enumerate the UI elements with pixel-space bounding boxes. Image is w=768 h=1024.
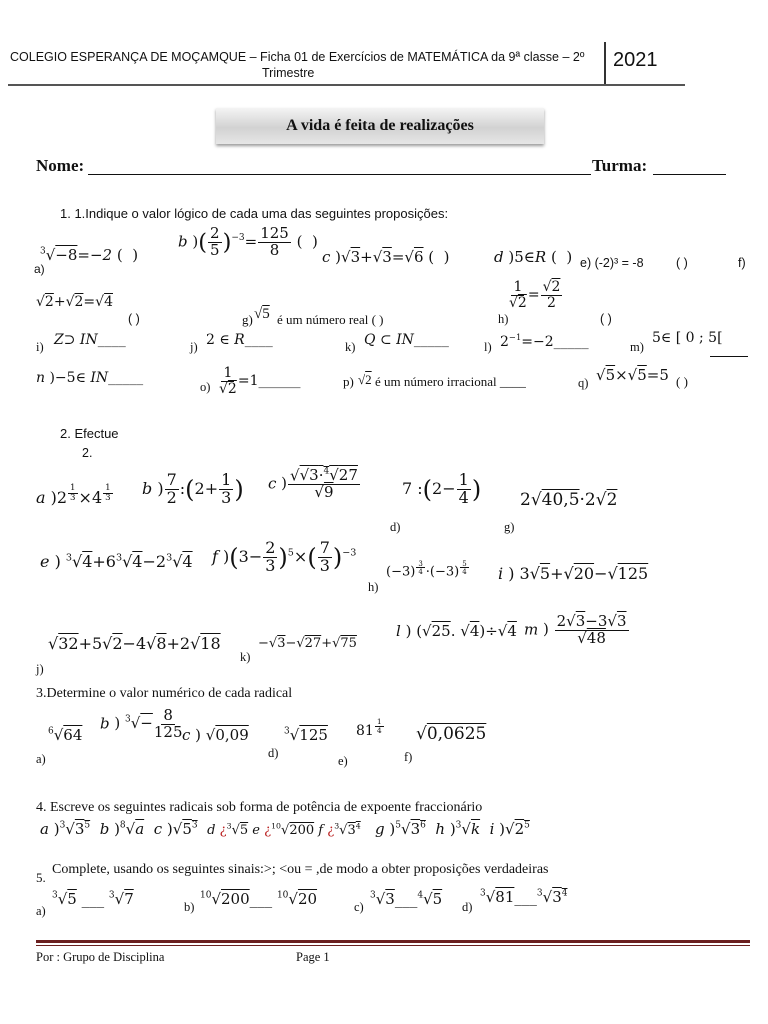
q3-a-label: a) (36, 752, 46, 766)
name-field[interactable] (88, 174, 591, 175)
q1-i-expr: Z⊃ IN____ (54, 332, 126, 348)
q5-title: Complete, usando os seguintes sinais:>; <ou = ,de modo a obter proposições verdadeiras (52, 862, 549, 877)
header-divider (604, 42, 606, 86)
class-label: Turma: (592, 156, 648, 175)
q3-e-label: e) (338, 754, 348, 768)
q2-g-expr: 2√40,5·2√2 (520, 490, 618, 510)
motto-banner (216, 108, 544, 144)
q4-items: a )$^3√3^5$ b )$^8$√a c )$√5^3$ d ¿$^3$√5 e ¿$^{10}$√200 f ¿$^3√3^4$ g )$^5√3^6$ h )$^3$√k i )$√2^5$ (40, 820, 530, 838)
q3-d-label: d) (268, 746, 279, 760)
q1-m-expr: 5∈ [ 0 ; 5[ (652, 330, 723, 346)
q5-b-expr: $^{10}$√200___ $^{10}$√20 (200, 890, 318, 908)
q1-b-expr: b )( $\frac{2}{5}$ )$^{-3}$= $\frac{125}{8}$ ( ) (178, 224, 318, 259)
q1-j-expr: 2 ∈ R____ (206, 332, 273, 348)
q1-q-label: q) (578, 376, 589, 390)
class-field[interactable] (653, 174, 726, 175)
q5-number: 5. (36, 870, 46, 885)
q3-a-expr: $^6$√64 (48, 726, 83, 744)
q1-f-paren: ( ) (128, 312, 140, 326)
q5-c-label: c) (354, 900, 364, 914)
q1-c-expr: c )√3+√3=√6 ( ) (322, 248, 450, 266)
q1-j-label: j) (190, 340, 198, 354)
q1-k-label: k) (345, 340, 356, 354)
q5-a-expr: $^3$√5 ___ $^3$√7 (52, 890, 134, 908)
q3-d-expr: $^3$√125 (284, 726, 328, 744)
q2-k-label: k) (240, 650, 251, 664)
q5-d-label: d) (462, 900, 473, 914)
q1-g-text: é um número real ( ) (277, 312, 384, 327)
q2-d-label: d) (390, 520, 401, 534)
q1-f-expr: √2+√2=√4 (36, 294, 113, 310)
motto-text: A vida é feita de realizações (286, 117, 474, 134)
q3-title: 3.Determine o valor numérico de cada radical (36, 686, 293, 701)
q2-l-expr: l ) (√25. √4)÷√4 (396, 622, 517, 640)
q5-b-label: b) (184, 900, 195, 914)
q1-m-blank[interactable] (710, 356, 748, 357)
q3-f-expr: √0,0625 (416, 724, 487, 744)
q2-k-expr: −√3−√27+√75 (258, 636, 357, 651)
q2-b-expr: b ) $\frac{7}{2}$ :(2+ $\frac{1}{3}$ ) (142, 470, 244, 507)
q2-f-expr: f )(3− $\frac{2}{3}$ )$^5$×( $\frac{7}{3}$ )$^{-3}$ (212, 538, 357, 575)
q2-a-expr: a )2 $^{\frac{1}{3}}$ ×4 $^{\frac{1}{3}}$ (36, 483, 111, 507)
q5-d-expr: $^3√81\_\_\_^3√3^4$ (480, 888, 568, 906)
q1-e-expr: e) (-2)³ = -8 (580, 256, 644, 270)
q1-p-text: é um número irracional ____ (375, 374, 526, 389)
q1-p-label: p) (343, 374, 354, 389)
q1-o-expr: $\frac{1}{√2}$ =1______ (219, 365, 301, 397)
school-title-line1: COLEGIO ESPERANÇA DE MOÇAMQUE – Ficha 01 de Exercícios de MATEMÁTICA da 9ª classe – 2º (10, 50, 585, 64)
q1-g-root: √5 (254, 306, 270, 322)
q1-o-label: o) (200, 380, 211, 394)
q1-a-label: a) (34, 262, 45, 276)
q5-c-expr: $^3$√3___$^4$√5 (370, 890, 443, 908)
q2-j-label: j) (36, 662, 44, 676)
footer-author: Por : Grupo de Disciplina (36, 950, 165, 964)
q2-i-expr: i ) 3√5+√20−√125 (498, 564, 649, 583)
q5-a-label: a) (36, 904, 46, 918)
q2-title: 2. Efectue (60, 426, 119, 441)
q2-d-expr: 7 :(2− $\frac{1}{4}$ ) (402, 470, 482, 507)
q1-e-paren: ( ) (676, 256, 688, 270)
q2-j-expr: √32+5√2−4√8+2√18 (48, 634, 221, 653)
q1-h-paren: ( ) (600, 312, 612, 326)
q2-e-expr: e ) $^3√4+6^3√4-2^3√4$ (40, 552, 193, 571)
q4-title: 4. Escreve os seguintes radicais sob forma de potência de expoente fraccionário (36, 800, 483, 815)
school-title-line2: Trimestre (262, 66, 315, 80)
q1-n-expr: n )−5∈ IN_____ (36, 370, 144, 386)
q2-m-expr: m ) $\frac{2√3-3√3}{√48}$ (524, 612, 627, 647)
q2-h-expr: (−3) $^{\frac{3}{4}}$ ·(−3) $^{\frac{5}{4}}$ (386, 559, 467, 580)
q1-i-label: i) (36, 340, 44, 354)
q3-c-expr: c ) √0,09 (182, 726, 249, 744)
q1-g-label: g) (242, 312, 253, 327)
q1-q-paren: ( ) (676, 374, 688, 389)
q1-m-label: m) (630, 340, 644, 354)
q2-subtitle: 2. (82, 446, 93, 460)
q2-g-label: g) (504, 520, 515, 534)
q3-b-expr: b ) $^3$√− $\frac{8}{125}$ (100, 706, 183, 741)
q3-f-label: f) (404, 750, 413, 764)
q1-q-expr: √5×√5=5 (596, 366, 669, 384)
q1-l-label: l) (484, 340, 492, 354)
header-rule (8, 84, 685, 86)
year-label: 2021 (613, 49, 658, 71)
q1-k-expr: Q ⊂ IN_____ (364, 332, 449, 348)
q1-h-expr: $\frac{1}{√2}$ = $\frac{√2}{2}$ (509, 279, 561, 311)
footer-page: Page 1 (296, 950, 330, 964)
q2-c-expr: c ) $\frac{√√3\cdot^4√27}{√9}$ (268, 466, 358, 502)
q1-d-expr: d )5∈R ( ) (494, 248, 573, 266)
q1-l-expr: $2^{-1}=-2\_\_\_\_\_$ (500, 332, 589, 350)
q1-f-label: f) (738, 256, 746, 270)
name-label: Nome: (36, 156, 85, 175)
q1-a-expr: $^3$√−8=−2 ( ) (40, 246, 139, 264)
footer-rule-thin (36, 945, 750, 946)
q3-e-expr: 81 $^{\frac{1}{4}}$ (356, 717, 382, 739)
q2-h-label: h) (368, 580, 379, 594)
q1-h-label: h) (498, 312, 509, 326)
q1-title: 1. 1.Indique o valor lógico de cada uma das seguintes proposições: (60, 206, 449, 221)
footer-rule-thick (36, 940, 750, 943)
q1-p-root: √2 (358, 372, 372, 387)
